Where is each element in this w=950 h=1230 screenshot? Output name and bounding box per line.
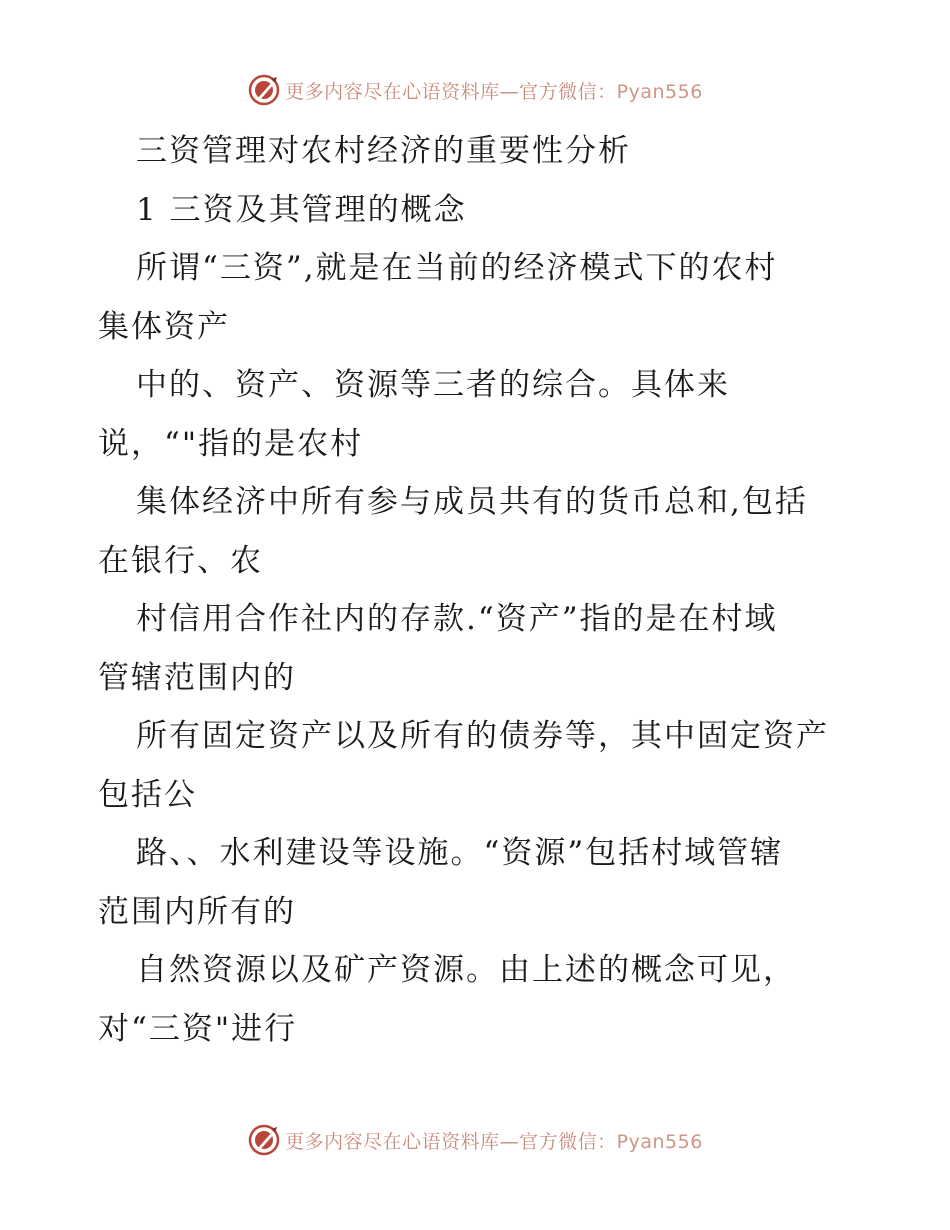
paragraph-line: 集体经济中所有参与成员共有的货币总和,包括 — [136, 484, 808, 520]
paragraph-line: 范围内所有的 — [98, 893, 296, 930]
paragraph-line: 所谓“三资”,就是在当前的经济模式下的农村 — [136, 250, 778, 286]
paragraph-line: 中的、资产、资源等三者的综合。具体来 — [136, 367, 730, 403]
header-watermark — [0, 70, 950, 110]
section-heading: 1 三资及其管理的概念 — [136, 191, 467, 228]
paragraph-line: 集体资产 — [98, 308, 230, 345]
watermark-text: 更多内容尽在心语资料库—官方微信： — [285, 80, 617, 103]
pen-seal-icon — [247, 73, 281, 107]
footer-watermark — [0, 1120, 950, 1160]
paragraph-line: 村信用合作社内的存款.“资产”指的是在村域 — [136, 601, 778, 637]
paragraph-line: 在银行、农 — [98, 542, 263, 579]
watermark-wechat-id: Pyan556 — [616, 1130, 703, 1153]
paragraph-line: 包括公 — [98, 776, 197, 813]
paragraph-line: 说，“"指的是农村 — [98, 425, 364, 462]
paragraph-line: 自然资源以及矿产资源。由上述的概念可见， — [136, 952, 796, 988]
watermark-wechat-id: Pyan556 — [616, 80, 703, 103]
paragraph-line: 路、、水利建设等设施。“资源”包括村域管辖 — [136, 835, 784, 871]
watermark-text: 更多内容尽在心语资料库—官方微信： — [285, 1130, 617, 1153]
paragraph-line: 管辖范围内的 — [98, 659, 296, 696]
pen-seal-icon — [247, 1123, 281, 1157]
document-body — [98, 122, 858, 1058]
paragraph-line: 对“三资"进行 — [98, 1010, 298, 1047]
document-title: 三资管理对农村经济的重要性分析 — [136, 133, 631, 169]
paragraph-line: 所有固定资产以及所有的债券等，其中固定资产 — [136, 718, 829, 754]
